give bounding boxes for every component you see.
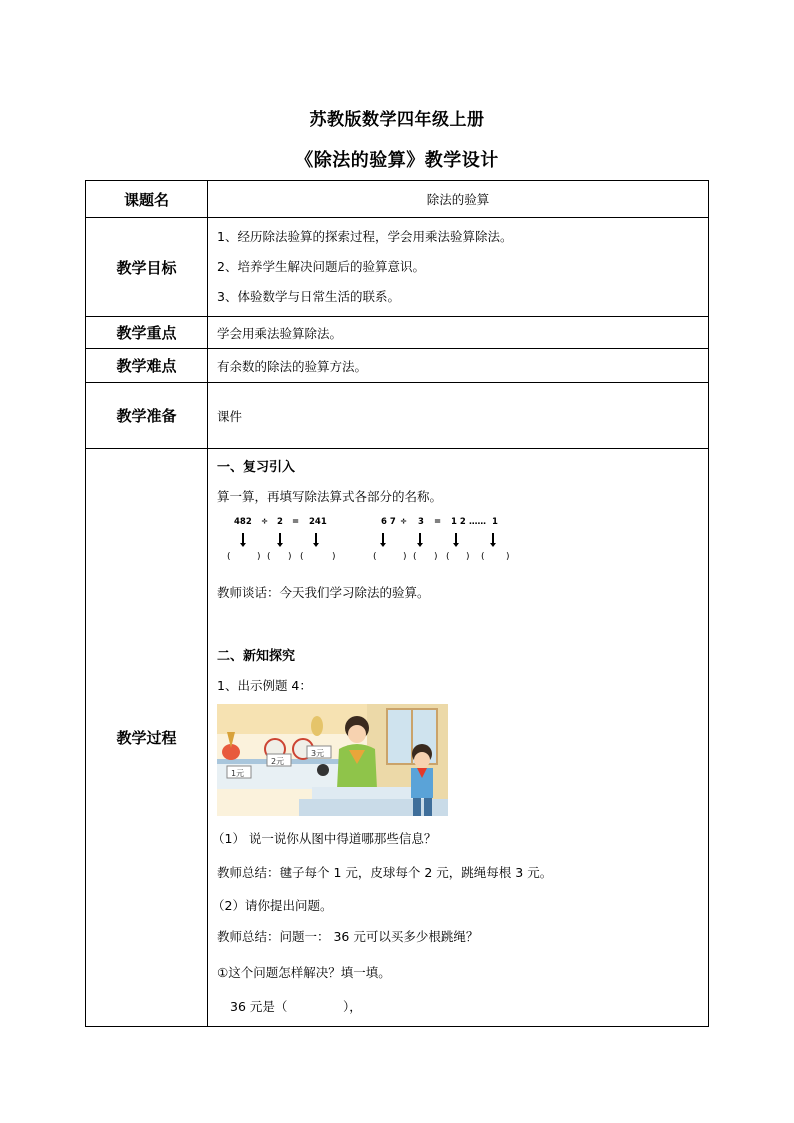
value-process (208, 449, 709, 1027)
question-1: （1） 说一说你从图中得道哪那些信息？ (212, 831, 437, 846)
arrow-icon (242, 533, 244, 544)
row-difficulty (86, 349, 709, 383)
row-process (86, 449, 709, 1027)
teacher-summary-1: 教师总结：毽子每个 1 元，皮球每个 2 元，跳绳每根 3 元。 (217, 865, 553, 880)
eq1-dividend: 482 (234, 517, 252, 527)
label-preparation: 教学准备 (86, 383, 208, 449)
section2-heading: 二、新知探究 (217, 649, 296, 664)
blank-paren-open: ( (300, 552, 304, 562)
value-preparation: 课件 (208, 383, 709, 449)
blank-paren-close: ) (288, 552, 292, 562)
section1-instruction: 算一算，再填写除法算式各部分的名称。 (217, 489, 443, 504)
blank-paren-open: ( (413, 552, 417, 562)
blank-paren-close: ) (403, 552, 407, 562)
price-tag-2: 2元 (271, 757, 285, 766)
eq1-divide-sign: ÷ (261, 517, 269, 527)
blank-paren-open: ( (373, 552, 377, 562)
lesson-plan-table (85, 180, 709, 1027)
document-subtitle: 《除法的验算》教学设计 (295, 150, 499, 171)
label-goals: 教学目标 (86, 218, 208, 317)
shop-scene-image (217, 704, 448, 816)
label-difficulty: 教学难点 (86, 349, 208, 383)
teacher-summary-2: 教师总结：问题一： 36 元可以买多少根跳绳？ (217, 929, 479, 944)
label-key-point: 教学重点 (86, 317, 208, 349)
eq2-divisor: 3 (418, 517, 424, 527)
fill-line: 36 元是（ ）， (230, 999, 362, 1014)
eq2-dividend: 67 (381, 517, 399, 527)
goal-item: 3、体验数学与日常生活的联系。 (217, 289, 400, 304)
arrow-icon (382, 533, 384, 544)
arrow-icon (279, 533, 281, 544)
row-goals (86, 218, 709, 317)
section1-heading: 一、复习引入 (217, 460, 296, 475)
row-topic (86, 181, 709, 218)
eq2-dots: …… (469, 517, 486, 527)
row-preparation (86, 383, 709, 449)
blank-paren-close: ) (506, 552, 510, 562)
label-topic: 课题名 (86, 181, 208, 218)
shop-illustration (217, 704, 448, 816)
arrow-icon (492, 533, 494, 544)
price-tag-3: 3元 (311, 749, 325, 758)
price-tag-1: 1元 (231, 769, 245, 778)
eq2-quotient: 12 (451, 517, 469, 527)
blank-paren-close: ) (434, 552, 438, 562)
eq1-divisor: 2 (277, 517, 283, 527)
arrow-icon (419, 533, 421, 544)
blank-paren-close: ) (466, 552, 470, 562)
example-label: 1、出示例题 4： (217, 678, 312, 693)
blank-paren-open: ( (481, 552, 485, 562)
eq2-divide-sign: ÷ (400, 517, 408, 527)
eq2-remainder: 1 (492, 517, 498, 527)
blank-paren-open: ( (227, 552, 231, 562)
eq1-quotient: 241 (309, 517, 327, 527)
question-2: （2）请你提出问题。 (212, 898, 333, 913)
value-difficulty: 有余数的除法的验算方法。 (208, 349, 709, 383)
goal-item: 2、培养学生解决问题后的验算意识。 (217, 259, 425, 274)
value-topic: 除法的验算 (208, 181, 709, 218)
document-title: 苏教版数学四年级上册 (309, 110, 485, 130)
blank-paren-open: ( (267, 552, 271, 562)
value-key-point: 学会用乘法验算除法。 (208, 317, 709, 349)
teacher-intro: 教师谈话：今天我们学习除法的验算。 (217, 585, 430, 600)
eq1-equals: = (292, 517, 300, 527)
eq2-equals: = (434, 517, 442, 527)
goal-item: 1、经历除法验算的探索过程，学会用乘法验算除法。 (217, 229, 513, 244)
value-goals (208, 218, 709, 317)
arrow-icon (455, 533, 457, 544)
blank-paren-open: ( (446, 552, 450, 562)
step-1: ①这个问题怎样解决？填一填。 (217, 965, 391, 980)
blank-paren-close: ) (257, 552, 261, 562)
label-process: 教学过程 (86, 449, 208, 1027)
arrow-icon (315, 533, 317, 544)
blank-paren-close: ) (332, 552, 336, 562)
row-key-point (86, 317, 709, 349)
